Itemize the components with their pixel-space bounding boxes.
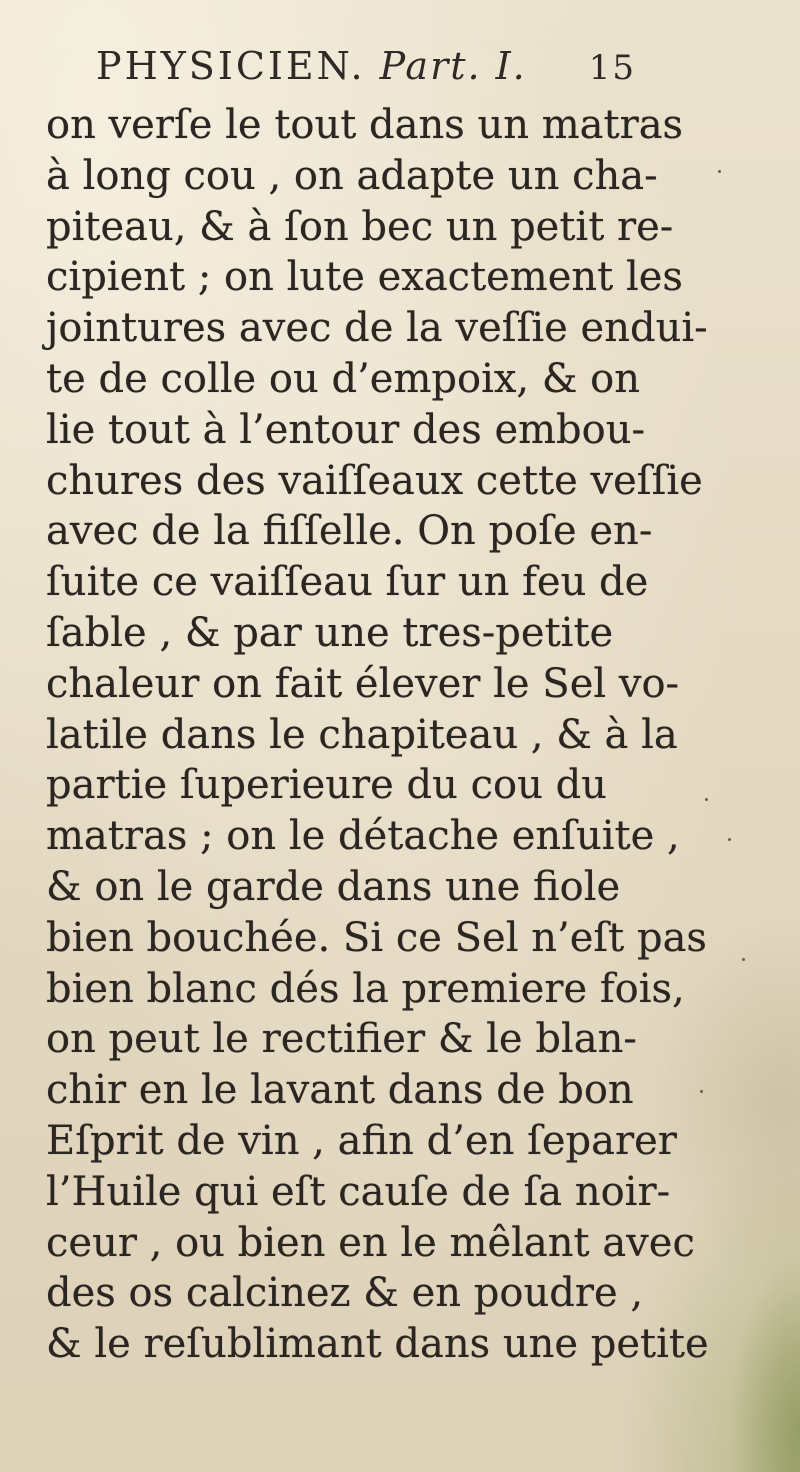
text-line: lie tout à l’entour des embou- bbox=[46, 406, 646, 453]
text-line: chir en le lavant dans de bon bbox=[46, 1067, 634, 1114]
text-line: ceur , ou bien en le mêlant avec bbox=[46, 1219, 695, 1266]
text-line: bien blanc dés la premiere fois, bbox=[46, 965, 685, 1012]
text-line: l’Huile qui eſt cauſe de ſa noir- bbox=[46, 1168, 671, 1215]
text-line: & le reſublimant dans une petite bbox=[46, 1321, 709, 1368]
text-line: matras ; on le détache enſuite , bbox=[46, 813, 680, 860]
text-line: bien bouchée. Si ce Sel n’eſt pas bbox=[46, 914, 707, 961]
text-line: des os calcinez & en poudre , bbox=[46, 1270, 644, 1317]
text-line: à long cou , on adapte un cha- bbox=[46, 152, 658, 199]
margin-speck bbox=[728, 838, 731, 841]
text-line: chures des vaiſſeaux cette veſſie bbox=[46, 457, 703, 504]
running-head-part: Part. I. bbox=[379, 44, 527, 88]
margin-speck bbox=[700, 1090, 703, 1093]
page-number: 15 bbox=[588, 48, 636, 88]
text-line: ſable , & par une tres-petite bbox=[46, 609, 614, 656]
body-text bbox=[46, 100, 709, 1370]
text-line: avec de la fiſſelle. On poſe en- bbox=[46, 508, 653, 555]
text-line: ſuite ce vaiſſeau ſur un feu de bbox=[46, 559, 649, 606]
text-line: chaleur on fait élever le Sel vo- bbox=[46, 660, 680, 707]
text-line: latile dans le chapiteau , & à la bbox=[46, 711, 678, 758]
margin-speck bbox=[718, 170, 721, 173]
running-head bbox=[96, 44, 636, 98]
text-line: jointures avec de la veſſie endui- bbox=[46, 305, 708, 352]
text-line: cipient ; on lute exactement les bbox=[46, 254, 683, 301]
running-head-title: PHYSICIEN. bbox=[96, 44, 366, 88]
text-line: & on le garde dans une fiole bbox=[46, 863, 621, 910]
text-line: te de colle ou d’empoix, & on bbox=[46, 355, 641, 402]
text-line: partie ſuperieure du cou du bbox=[46, 762, 607, 809]
margin-speck bbox=[742, 958, 745, 961]
text-line: on peut le rectifier & le blan- bbox=[46, 1016, 637, 1063]
text-line: Eſprit de vin , afin d’en ſeparer bbox=[46, 1117, 677, 1164]
paper-stain bbox=[730, 1252, 800, 1472]
text-line: on verſe le tout dans un matras bbox=[46, 102, 684, 148]
margin-speck bbox=[705, 798, 708, 801]
text-line: piteau, & à ſon bec un petit re- bbox=[46, 203, 674, 250]
